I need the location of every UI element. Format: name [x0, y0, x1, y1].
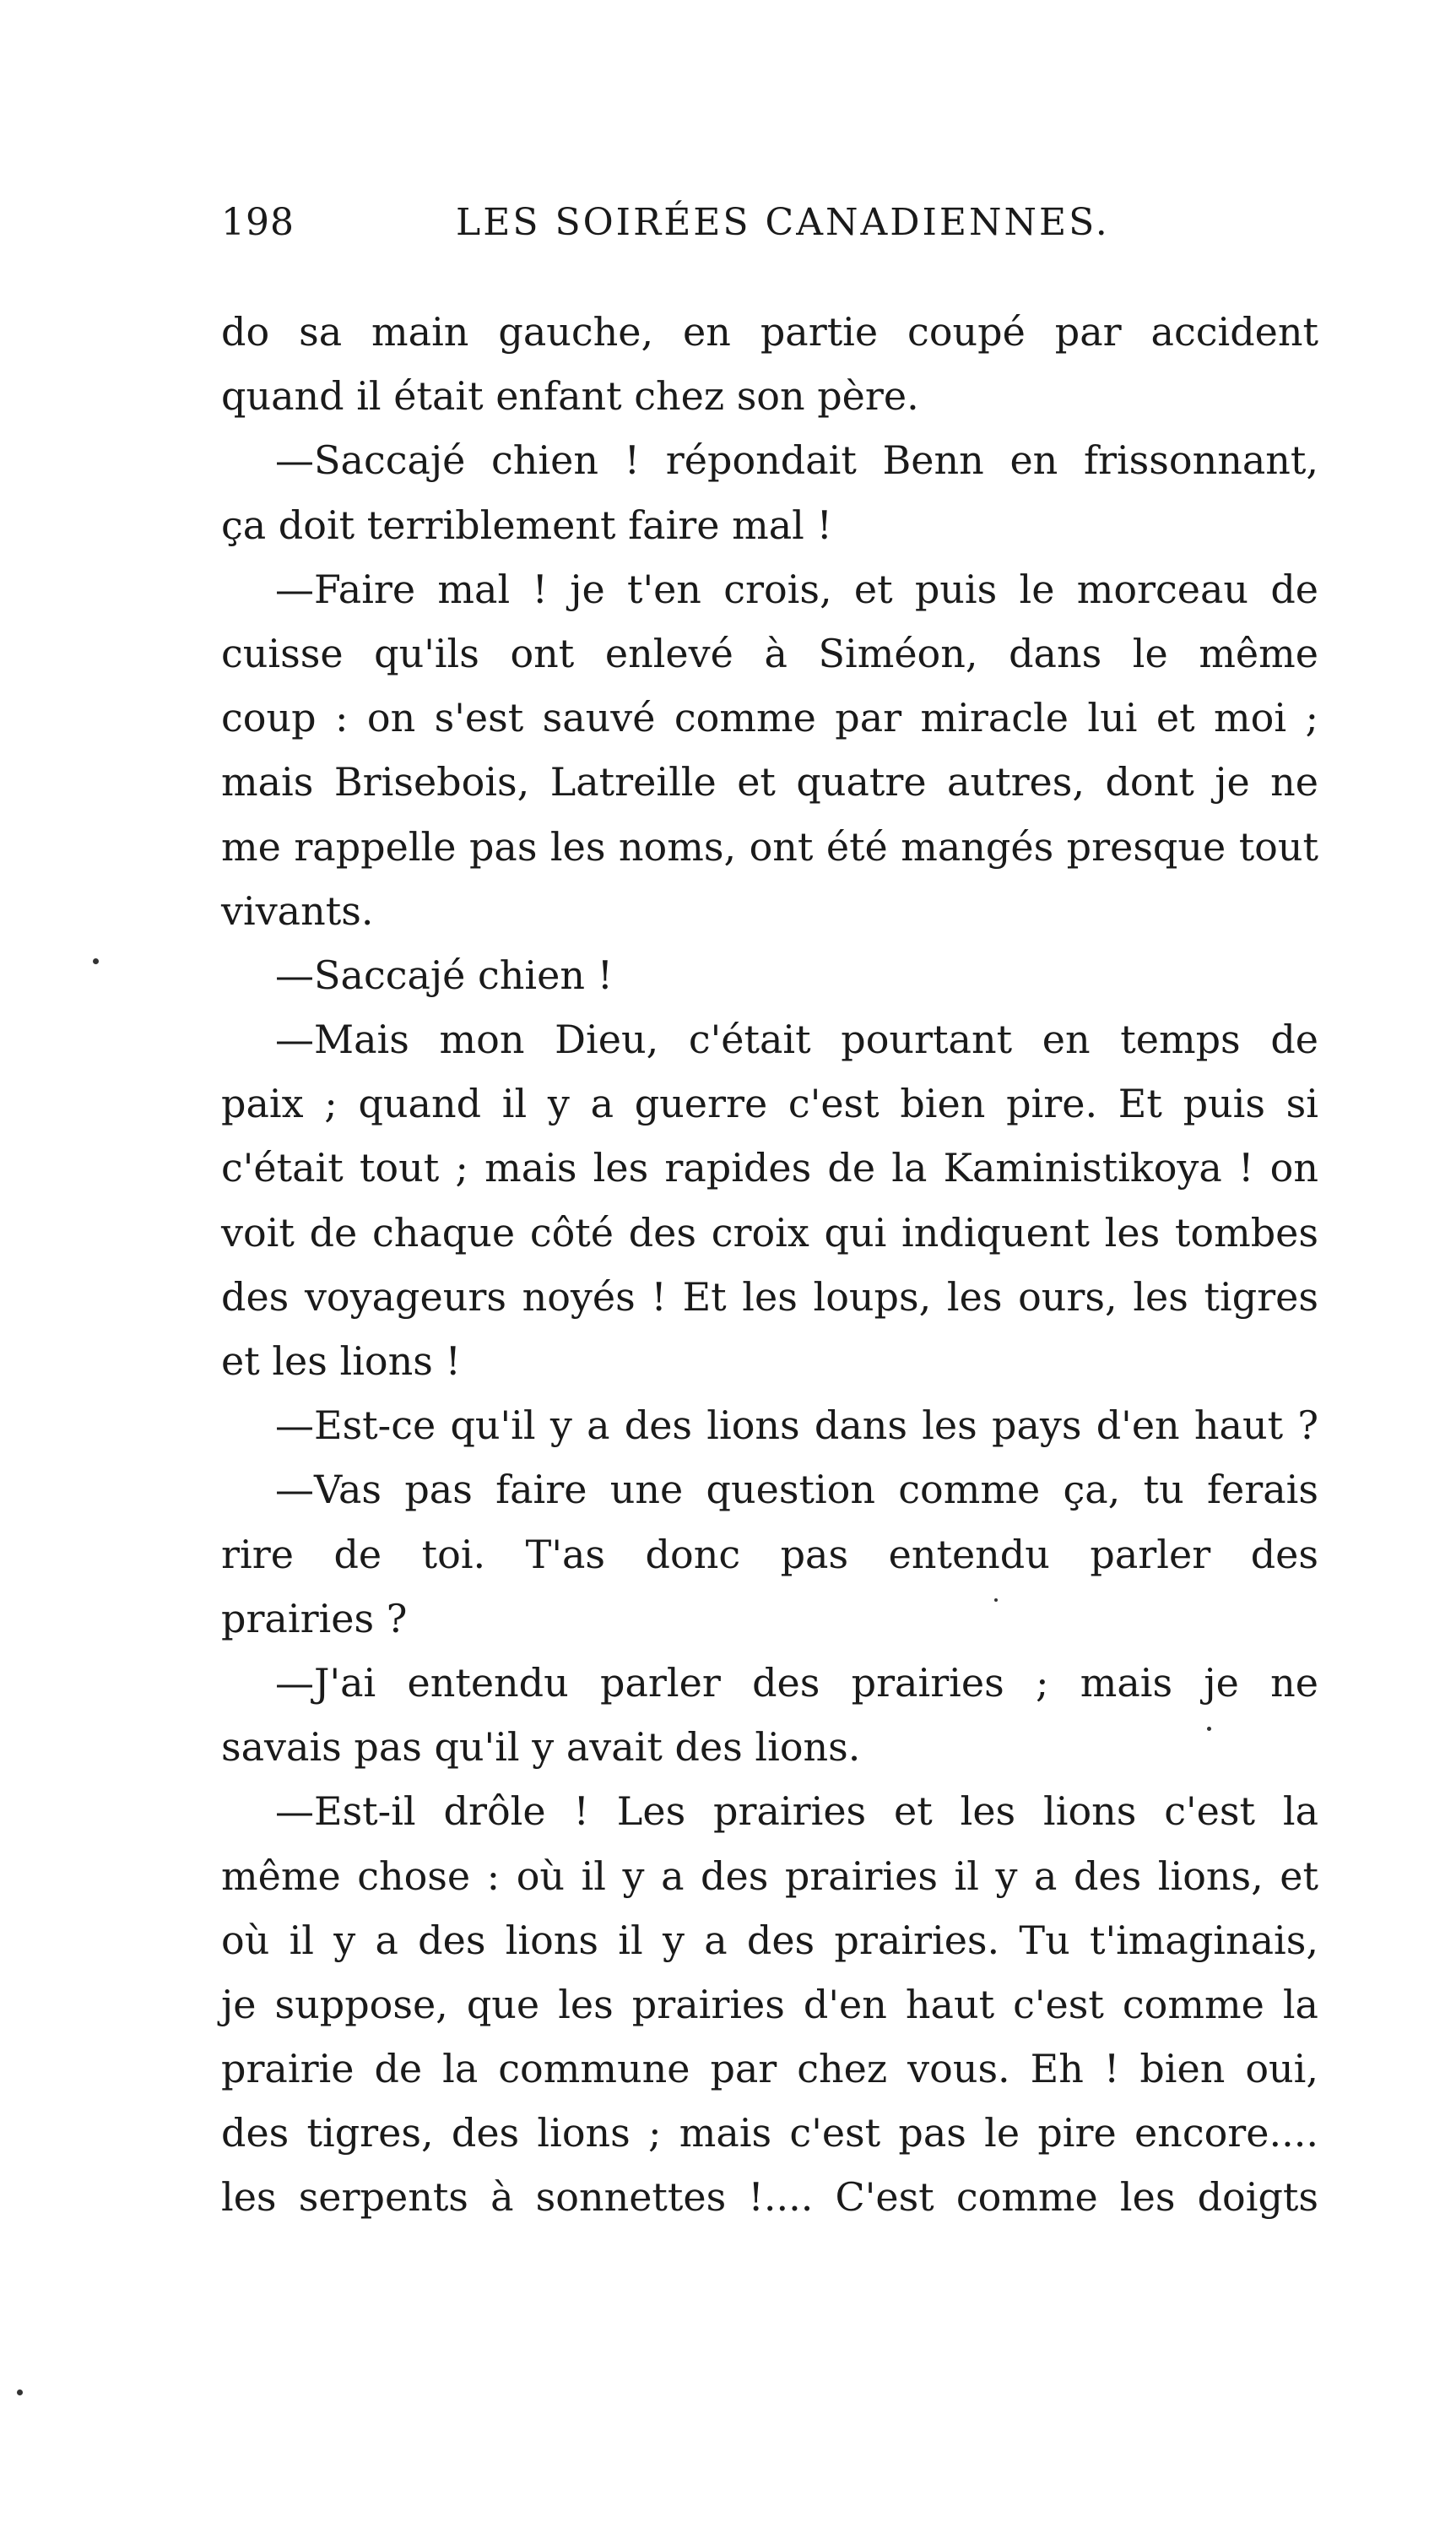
text-line: des voyageurs noyés ! Et les loups, les ours, les tigres — [221, 1273, 1318, 1320]
text-line: —Est-ce qu'il y a des lions dans les pays d'en haut ? — [275, 1402, 1318, 1449]
page-number: 198 — [221, 201, 295, 244]
text-line: coup : on s'est sauvé comme par miracle lui et moi ; — [221, 695, 1318, 741]
text-line: prairies ? — [221, 1595, 408, 1641]
text-line: —Est-il drôle ! Les prairies et les lions c'est la — [275, 1788, 1318, 1835]
text-line: prairie de la commune par chez vous. Eh ! bien oui, — [221, 2046, 1318, 2092]
text-line: et les lions ! — [221, 1338, 461, 1384]
text-line: vivants. — [221, 887, 374, 934]
running-title: LES SOIRÉES CANADIENNES. — [456, 201, 1110, 244]
ink-speck — [1207, 1727, 1211, 1731]
text-line: les serpents à sonnettes !.... C'est comme les doigts — [221, 2174, 1318, 2221]
text-line: me rappelle pas les noms, ont été mangés presque tout — [221, 823, 1318, 870]
page-header — [221, 201, 1318, 260]
text-line: rire de toi. T'as donc pas entendu parler des — [221, 1531, 1318, 1577]
text-line: do sa main gauche, en partie coupé par accident — [221, 309, 1318, 355]
text-line: ça doit terriblement faire mal ! — [221, 502, 832, 548]
text-line: —Saccajé chien ! répondait Benn en frissonnant, — [275, 437, 1318, 484]
text-line: voit de chaque côté des croix qui indiquent les tombes — [221, 1209, 1318, 1256]
text-line: —Saccajé chien ! — [275, 952, 614, 998]
body-text — [221, 300, 1318, 2230]
text-line: —Vas pas faire une question comme ça, tu ferais — [275, 1467, 1318, 1513]
text-line: quand il était enfant chez son père. — [221, 373, 919, 420]
ink-speck — [17, 2389, 23, 2395]
text-line: savais pas qu'il y avait des lions. — [221, 1724, 861, 1771]
text-line: mais Brisebois, Latreille et quatre autres, dont je ne — [221, 759, 1318, 806]
text-line: des tigres, des lions ; mais c'est pas le pire encore.... — [221, 2110, 1318, 2156]
text-line: —Faire mal ! je t'en crois, et puis le morceau de — [275, 566, 1318, 612]
text-line: cuisse qu'ils ont enlevé à Siméon, dans le même — [221, 630, 1318, 676]
text-line: où il y a des lions il y a des prairies. Tu t'imaginais, — [221, 1917, 1318, 1963]
text-line: c'était tout ; mais les rapides de la Kaministikoya ! on — [221, 1145, 1318, 1191]
ink-speck — [994, 1598, 998, 1602]
text-line: —J'ai entendu parler des prairies ; mais je ne — [275, 1659, 1318, 1706]
ink-speck — [93, 958, 99, 964]
text-line: —Mais mon Dieu, c'était pourtant en temps de — [275, 1017, 1318, 1063]
text-line: même chose : où il y a des prairies il y a des lions, et — [221, 1852, 1318, 1899]
text-line: paix ; quand il y a guerre c'est bien pire. Et puis si — [221, 1081, 1318, 1127]
text-line: je suppose, que les prairies d'en haut c'est comme la — [221, 1981, 1318, 2027]
